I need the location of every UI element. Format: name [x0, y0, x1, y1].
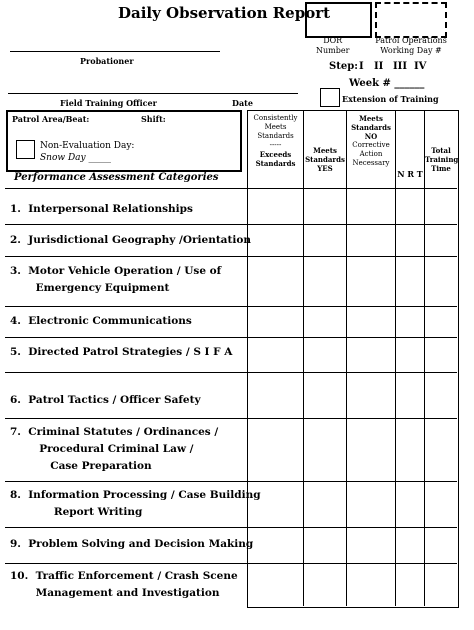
fto-date-line[interactable]	[8, 93, 298, 94]
step-option-iv[interactable]: IV	[414, 61, 427, 72]
row-divider	[5, 188, 457, 189]
row-divider	[5, 372, 457, 373]
column-divider	[346, 110, 347, 606]
col-header-exceeds: Consistently Meets Standards ----- Exceeds Standards	[253, 114, 298, 168]
col-header-total-time: Total Training Time	[425, 146, 459, 173]
dor-number-label: DOR Number	[316, 36, 350, 55]
row-divider	[5, 256, 457, 257]
category-row-10: 10. Traffic Enforcement / Crash Scene Management and Investigation	[10, 570, 238, 599]
step-option-i[interactable]: I	[359, 61, 364, 72]
category-row-6: 6. Patrol Tactics / Officer Safety	[10, 394, 201, 406]
col-header-meets-yes: Meets Standards YES	[305, 146, 345, 173]
page-title: Daily Observation Report	[118, 4, 331, 22]
non-evaluation-label	[40, 140, 134, 164]
assessment-grid	[247, 110, 459, 608]
probationer-line[interactable]	[10, 51, 220, 52]
row-divider	[5, 527, 457, 528]
extension-checkbox[interactable]	[320, 88, 340, 107]
category-row-2: 2. Jurisdictional Geography /Orientation	[10, 234, 251, 246]
non-evaluation-checkbox[interactable]	[16, 140, 35, 159]
step-option-ii[interactable]: II	[374, 61, 384, 72]
category-row-9: 9. Problem Solving and Decision Making	[10, 538, 254, 550]
column-divider	[303, 110, 304, 606]
patrol-working-day-box[interactable]	[375, 2, 447, 38]
step-option-iii[interactable]: III	[393, 61, 408, 72]
category-row-7: 7. Criminal Statutes / Ordinances / Procedural Criminal Law / Case Preparation	[10, 426, 219, 472]
step-label: Step:	[329, 61, 358, 72]
row-divider	[5, 224, 457, 225]
dor-number-box[interactable]	[305, 2, 372, 38]
shift-label: Shift:	[141, 114, 166, 124]
row-divider	[5, 481, 457, 482]
row-divider	[5, 418, 457, 419]
row-divider	[5, 337, 457, 338]
date-label: Date	[232, 98, 253, 108]
row-divider	[5, 563, 457, 564]
col-header-meets-no: Meets Standards NO Corrective Action Necessary	[351, 114, 391, 167]
probationer-label: Probationer	[80, 56, 134, 66]
column-divider	[395, 110, 396, 606]
patrol-area-label: Patrol Area/Beat:	[12, 114, 90, 124]
week-field[interactable]: Week # ______	[349, 78, 425, 89]
section-title: Performance Assessment Categories	[14, 172, 219, 183]
fto-label: Field Training Officer	[60, 98, 157, 108]
category-row-5: 5. Directed Patrol Strategies / S I F A	[10, 346, 233, 358]
category-row-4: 4. Electronic Communications	[10, 315, 192, 327]
extension-label: Extension of Training	[342, 94, 439, 104]
non-evaluation-line1: Non-Evaluation Day:	[40, 141, 135, 151]
patrol-working-day-label: Patrol Operations Working Day #	[375, 36, 447, 55]
snow-day-field[interactable]: Snow Day _____	[40, 153, 111, 163]
category-row-1: 1. Interpersonal Relationships	[10, 203, 193, 215]
row-divider	[5, 306, 457, 307]
column-divider	[424, 110, 425, 606]
col-header-nrt: N R T	[397, 169, 423, 179]
category-row-3: 3. Motor Vehicle Operation / Use of Emergency Equipment	[10, 265, 222, 294]
category-row-8: 8. Information Processing / Case Building Report Writing	[10, 489, 261, 518]
